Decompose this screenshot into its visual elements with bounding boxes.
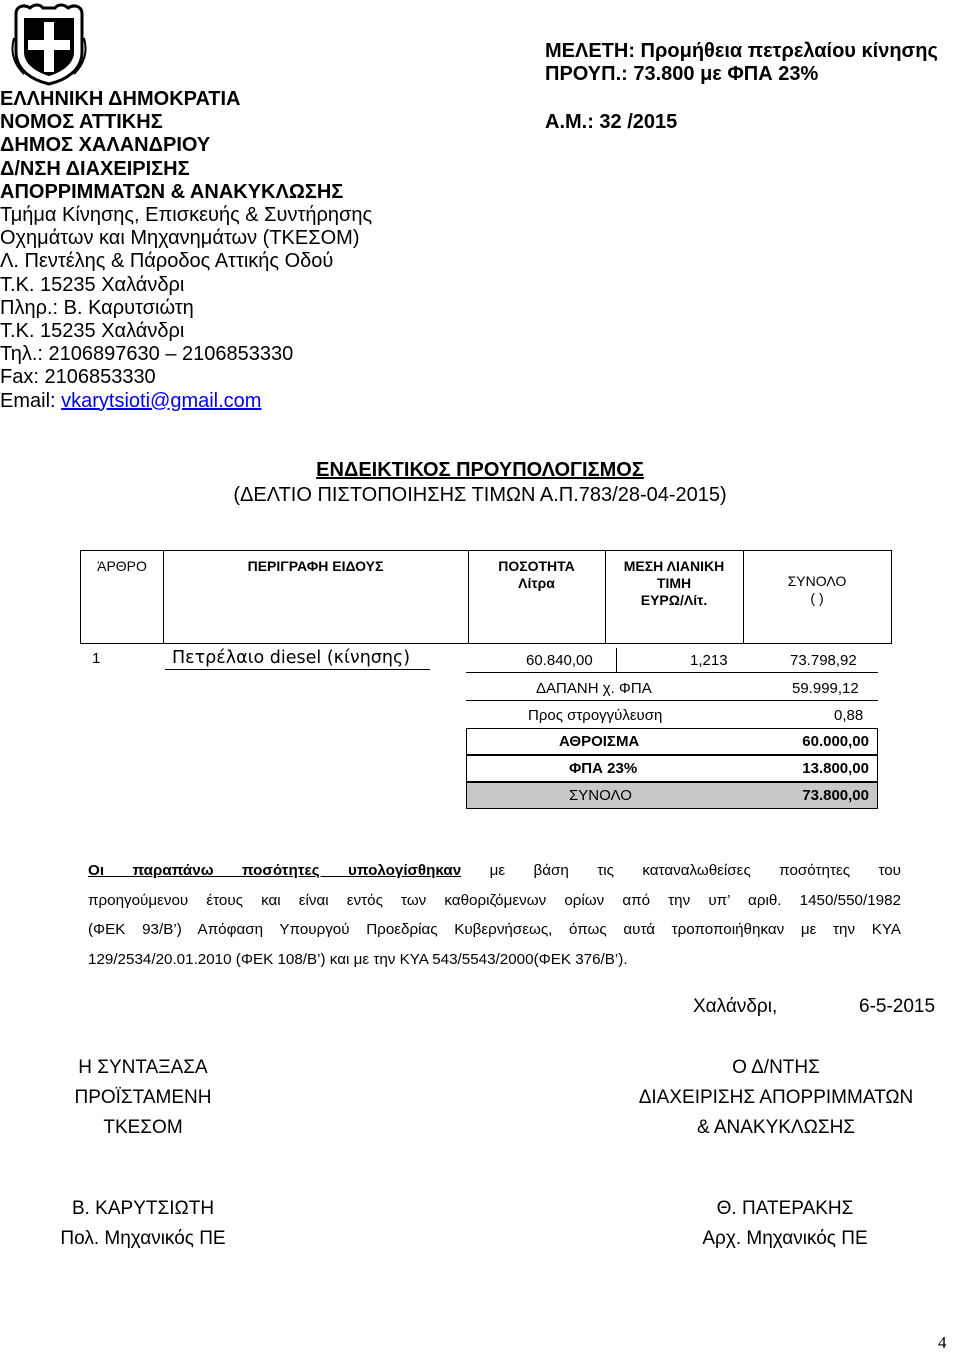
issuer-directorate: Δ/ΝΣΗ ΔΙΑΧΕΙΡΙΣΗΣ (0, 157, 190, 180)
date: 6-5-2015 (859, 996, 936, 1017)
signature-left-title: Πολ. Μηχανικός ΠΕ (60, 1228, 226, 1249)
issuer-address: Λ. Πεντέλης & Πάροδος Αττικής Οδού (0, 250, 334, 273)
study-number: Α.Μ.: 32 /2015 (545, 111, 678, 133)
place: Χαλάνδρι, (693, 996, 778, 1017)
email-label: Email: (0, 389, 62, 412)
study-budget: ΠΡΟΥΠ.: 73.800 με ΦΠΑ 23% (545, 63, 819, 85)
email-link[interactable]: vkarytsioti@gmail.com (61, 389, 262, 412)
col-price-line2: ΤΙΜΗ (656, 575, 692, 591)
issuer-fax: Fax: 2106853330 (0, 366, 156, 389)
col-price (605, 558, 743, 609)
item-quantity: 60.840,00 (526, 652, 593, 669)
document-title-block (0, 458, 960, 508)
item-number: 1 (92, 650, 101, 667)
signature-left-roles (20, 1053, 266, 1143)
col-quantity-label: ΠΟΣΟΤΗΤΑ (498, 558, 575, 574)
paragraph-line2: προηγούμενου έτους και είναι εντός των καθοριζόμενων ορίων από την υπ’ αριθ. 1450/550/1982 (88, 891, 901, 909)
col-article: ΆΡΘΡΟ (97, 558, 147, 574)
issuer-block (0, 88, 372, 413)
issuer-email (0, 390, 372, 413)
summary-net-value: 59.999,12 (792, 680, 859, 697)
signature-right-roles (620, 1053, 932, 1143)
justification-paragraph (88, 856, 901, 974)
signature-right-name-block (640, 1194, 930, 1254)
col-total-label: ΣΥΝΟΛΟ (787, 573, 847, 589)
issuer-contact-person: Πληρ.: Β. Καρυτσιώτη (0, 296, 194, 319)
issuer-department-2: Οχημάτων και Μηχανημάτων (ΤΚΕΣΟΜ) (0, 227, 360, 250)
signature-right-role1: Ο Δ/ΝΤΗΣ (732, 1057, 820, 1078)
col-quantity (468, 558, 605, 592)
col-total (743, 573, 891, 607)
issuer-directorate-2: ΑΠΟΡΡΙΜΜΑΤΩΝ & ΑΝΑΚΥΚΛΩΣΗΣ (0, 180, 344, 203)
summary-net-label: ΔΑΠΑΝΗ χ. ΦΠΑ (536, 680, 652, 697)
issuer-postcode: Τ.Κ. 15235 Χαλάνδρι (0, 273, 185, 296)
issuer-municipality: ΔΗΜΟΣ ΧΑΛΑΝΔΡΙΟΥ (0, 134, 211, 157)
paragraph-line3: (ΦΕΚ 93/Β’) Απόφαση Υπουργού Προεδρίας Κυβερνήσεως, όπως αυτά τροποποιήθηκαν με την ΚΥΑ (88, 921, 901, 938)
summary-total-value: 73.800,00 (802, 787, 869, 804)
document-title: ΕΝΔΕΙΚΤΙΚΟΣ ΠΡΟΥΠΟΛΟΓΙΣΜΟΣ (316, 459, 644, 481)
issuer-prefecture: ΝΟΜΟΣ ΑΤΤΙΚΗΣ (0, 111, 163, 134)
study-title: ΜΕΛΕΤΗ: Προμήθεια πετρελαίου κίνησης (545, 40, 938, 62)
signature-right-role2: ΔΙΑΧΕΙΡΙΣΗΣ ΑΠΟΡΡΙΜΜΑΤΩΝ (638, 1087, 914, 1108)
signature-left-role1: Η ΣΥΝΤΑΞΑΣΑ (78, 1057, 208, 1078)
item-description: Πετρέλαιο diesel (κίνησης) (172, 648, 411, 668)
paragraph-line1-rest: με βάση τις καταναλωθείσες ποσότητες του (461, 862, 901, 879)
summary-sum-row (466, 728, 878, 755)
signature-left-role3: ΤΚΕΣΟΜ (103, 1117, 183, 1138)
col-price-line3: ΕΥΡΩ/Λίτ. (640, 592, 708, 608)
table-header (80, 550, 892, 644)
col-total-unit: ( ) (810, 590, 824, 606)
issuer-department: Τμήμα Κίνησης, Επισκευής & Συντήρησης (0, 204, 373, 227)
signature-right-name: Θ. ΠΑΤΕΡΑΚΗΣ (716, 1198, 854, 1219)
item-price: 1,213 (690, 652, 728, 669)
signature-right-title: Αρχ. Μηχανικός ΠΕ (702, 1228, 868, 1249)
col-description: ΠΕΡΙΓΡΑΦΗ ΕΙΔΟΥΣ (247, 558, 384, 574)
col-price-line1: ΜΕΣΗ ΛΙΑΝΙΚΗ (623, 558, 725, 574)
summary-rounding-label: Προς στρογγύλευση (528, 707, 663, 724)
summary-vat-value: 13.800,00 (802, 760, 869, 777)
greek-coat-of-arms-icon (10, 2, 88, 86)
signature-left-name: Β. ΚΑΡΥΤΣΙΩΤΗ (71, 1198, 215, 1219)
col-quantity-unit: Λίτρα (518, 575, 555, 591)
item-total: 73.798,92 (790, 652, 857, 669)
study-header (545, 40, 938, 86)
paragraph-underlined: Οι παραπάνω ποσότητες υπολογίσθηκαν (88, 862, 462, 879)
signature-right-role3: & ΑΝΑΚΥΚΛΩΣΗΣ (696, 1117, 856, 1138)
summary-vat-row (466, 755, 878, 782)
summary-sum-value: 60.000,00 (802, 733, 869, 750)
page-number: 4 (938, 1333, 947, 1352)
issuer-country: ΕΛΛΗΝΙΚΗ ΔΗΜΟΚΡΑΤΙΑ (0, 88, 241, 110)
signature-left-role2: ΠΡΟΪΣΤΑΜΕΝΗ (74, 1087, 212, 1108)
summary-total-row (466, 782, 878, 809)
summary-sum-label: ΑΘΡΟΙΣΜΑ (559, 733, 640, 750)
summary-vat-label: ΦΠΑ 23% (569, 760, 638, 777)
summary-rounding-value: 0,88 (834, 707, 864, 724)
summary-total-label: ΣΥΝΟΛΟ (569, 787, 632, 804)
issuer-phone: Τηλ.: 2106897630 – 2106853330 (0, 343, 294, 366)
paragraph-line4: 129/2534/20.01.2010 (ΦΕΚ 108/Β’) και με την ΚΥΑ 543/5543/2000(ΦΕΚ 376/Β’). (88, 950, 628, 968)
signature-left-name-block (20, 1194, 266, 1254)
issuer-postcode-2: Τ.Κ. 15235 Χαλάνδρι (0, 320, 185, 343)
document-subtitle: (ΔΕΛΤΙΟ ΠΙΣΤΟΠΟΙΗΣΗΣ ΤΙΜΩΝ Α.Π.783/28-04-2015) (233, 484, 727, 506)
